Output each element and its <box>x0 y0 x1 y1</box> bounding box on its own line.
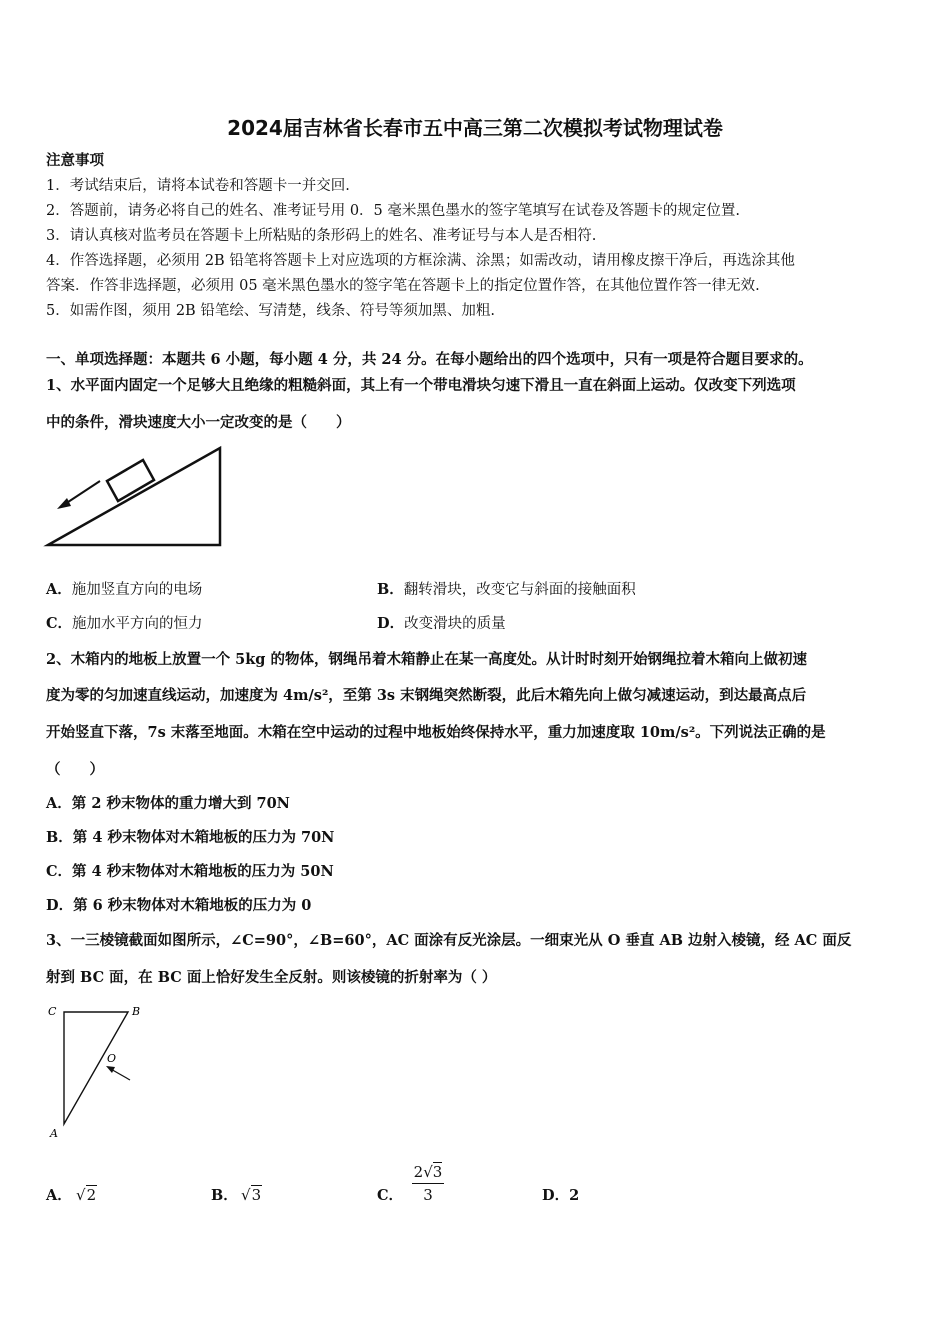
notice-item-4: 4．作答选择题，必须用 2B 铅笔将答题卡上对应选项的方框涂满、涂黑；如需改动，请用橡皮擦干净后，再选涂其他 <box>46 253 795 269</box>
option-label: A． <box>46 795 72 812</box>
q3-option-d[interactable] <box>542 1186 579 1206</box>
q3-prism-figure <box>40 998 160 1144</box>
notice-item-1: 1．考试结束后，请将本试卷和答题卡一并交回. <box>46 178 350 194</box>
option-label: B． <box>46 829 73 846</box>
q3-option-b[interactable] <box>211 1186 238 1206</box>
coefficient: 2 <box>413 1163 424 1181</box>
option-text: 第 6 秒末物体对木箱地板的压力为 0 <box>73 897 312 914</box>
option-label: A． <box>46 1187 72 1204</box>
vertex-label-b: B <box>132 1005 141 1018</box>
fraction-bar <box>412 1183 444 1184</box>
slider-block <box>107 460 154 501</box>
option-label: B． <box>377 581 404 598</box>
light-ray-arrowhead <box>106 1066 115 1073</box>
vertex-label-c: C <box>48 1005 57 1018</box>
q3-option-a[interactable] <box>46 1186 72 1206</box>
q3-stem-line-2: 射到 BC 面，在 BC 面上恰好发生全反射。则该棱镜的折射率为（ ） <box>46 969 497 986</box>
option-text: 翻转滑块，改变它与斜面的接触面积 <box>403 582 636 598</box>
option-label: C． <box>377 1187 404 1204</box>
q2-stem-line-4: （ ） <box>46 761 104 778</box>
q2-stem-line-1: 2、木箱内的地板上放置一个 5kg 的物体，钢绳吊着木箱静止在某一高度处。从计时时刻开始钢绳拉着木箱向上做初速 <box>46 651 807 668</box>
q3-option-b-math <box>241 1186 262 1204</box>
q2-option-d[interactable] <box>46 896 311 916</box>
fraction-denominator: 3 <box>423 1186 433 1204</box>
option-label: C． <box>46 863 73 880</box>
option-label: D． <box>542 1187 570 1204</box>
option-text: 2 <box>569 1187 580 1204</box>
q1-option-b[interactable] <box>377 580 636 600</box>
sqrt-sign-icon: √ <box>423 1163 433 1181</box>
option-label: D． <box>377 615 405 632</box>
incline-triangle <box>48 448 220 545</box>
q2-option-b[interactable] <box>46 828 334 848</box>
option-text: 施加竖直方向的电场 <box>71 582 203 598</box>
radicand: 3 <box>251 1186 262 1204</box>
notice-heading: 注意事项 <box>46 152 104 169</box>
option-text: 第 2 秒末物体的重力增大到 70N <box>71 795 290 812</box>
q1-option-c[interactable] <box>46 614 203 634</box>
sqrt-sign-icon: √ <box>241 1186 251 1204</box>
fraction-numerator <box>408 1162 448 1182</box>
q1-stem-line-1: 1、水平面内固定一个足够大且绝缘的粗糙斜面，其上有一个带电滑块匀速下滑且一直在斜面上运动。仅改变下列选项 <box>46 377 796 394</box>
q2-option-c[interactable] <box>46 862 334 882</box>
q2-stem-line-3: 开始竖直下落，7s 末落至地面。木箱在空中运动的过程中地板始终保持水平，重力加速度取 10m/s²。下列说法正确的是 <box>46 724 826 741</box>
page-title: 2024届吉林省长春市五中高三第二次模拟考试物理试卷 <box>227 116 723 140</box>
option-text: 施加水平方向的恒力 <box>72 616 203 632</box>
q2-stem-line-2: 度为零的匀加速直线运动，加速度为 4m/s²，至第 3s 末钢绳突然断裂，此后木箱先向上做匀减速运动，到达最高点后 <box>46 687 807 704</box>
q2-option-a[interactable] <box>46 794 290 814</box>
option-text: 第 4 秒末物体对木箱地板的压力为 50N <box>72 863 334 880</box>
option-label: A． <box>46 581 72 598</box>
notice-item-4-cont: 答案．作答非选择题，必须用 05 毫米黑色墨水的签字笔在答题卡上的指定位置作答，在其他位置作答一律无效. <box>46 278 760 294</box>
q1-stem-line-2: 中的条件，滑块速度大小一定改变的是（ ） <box>46 414 351 431</box>
vertex-label-a: A <box>50 1127 58 1140</box>
option-label: D． <box>46 897 74 914</box>
option-text: 第 4 秒末物体对木箱地板的压力为 70N <box>72 829 335 846</box>
q1-incline-figure <box>40 440 230 552</box>
motion-arrow-head <box>57 498 71 509</box>
notice-item-5: 5．如需作图，须用 2B 铅笔绘、写清楚，线条、符号等须加黑、加粗. <box>46 303 495 319</box>
q3-option-c[interactable] <box>377 1186 403 1206</box>
radicand: 2 <box>86 1186 97 1204</box>
q1-option-d[interactable] <box>377 614 506 634</box>
prism-triangle <box>64 1012 128 1124</box>
q1-option-a[interactable] <box>46 580 202 600</box>
q3-stem-line-1: 3、一三棱镜截面如图所示，∠C=90°，∠B=60°，AC 面涂有反光涂层。一细束光从 O 垂直 AB 边射入棱镜，经 AC 面反 <box>46 932 852 949</box>
option-label: B． <box>211 1187 238 1204</box>
q3-option-c-fraction <box>408 1162 448 1205</box>
option-text: 改变滑块的质量 <box>404 616 506 632</box>
option-label: C． <box>46 615 73 632</box>
notice-item-3: 3．请认真核对监考员在答题卡上所粘贴的条形码上的姓名、准考证号与本人是否相符. <box>46 228 597 244</box>
sqrt-sign-icon: √ <box>76 1186 86 1204</box>
notice-item-2: 2．答题前，请务必将自己的姓名、准考证号用 0．5 毫米黑色墨水的签字笔填写在试卷及答题卡的规定位置. <box>46 203 740 219</box>
section-heading: 一、单项选择题：本题共 6 小题，每小题 4 分，共 24 分。在每小题给出的四个选项中，只有一项是符合题目要求的。 <box>46 351 813 368</box>
radicand: 3 <box>432 1163 443 1181</box>
q3-option-a-math <box>76 1186 97 1204</box>
point-label-o: O <box>107 1052 117 1065</box>
